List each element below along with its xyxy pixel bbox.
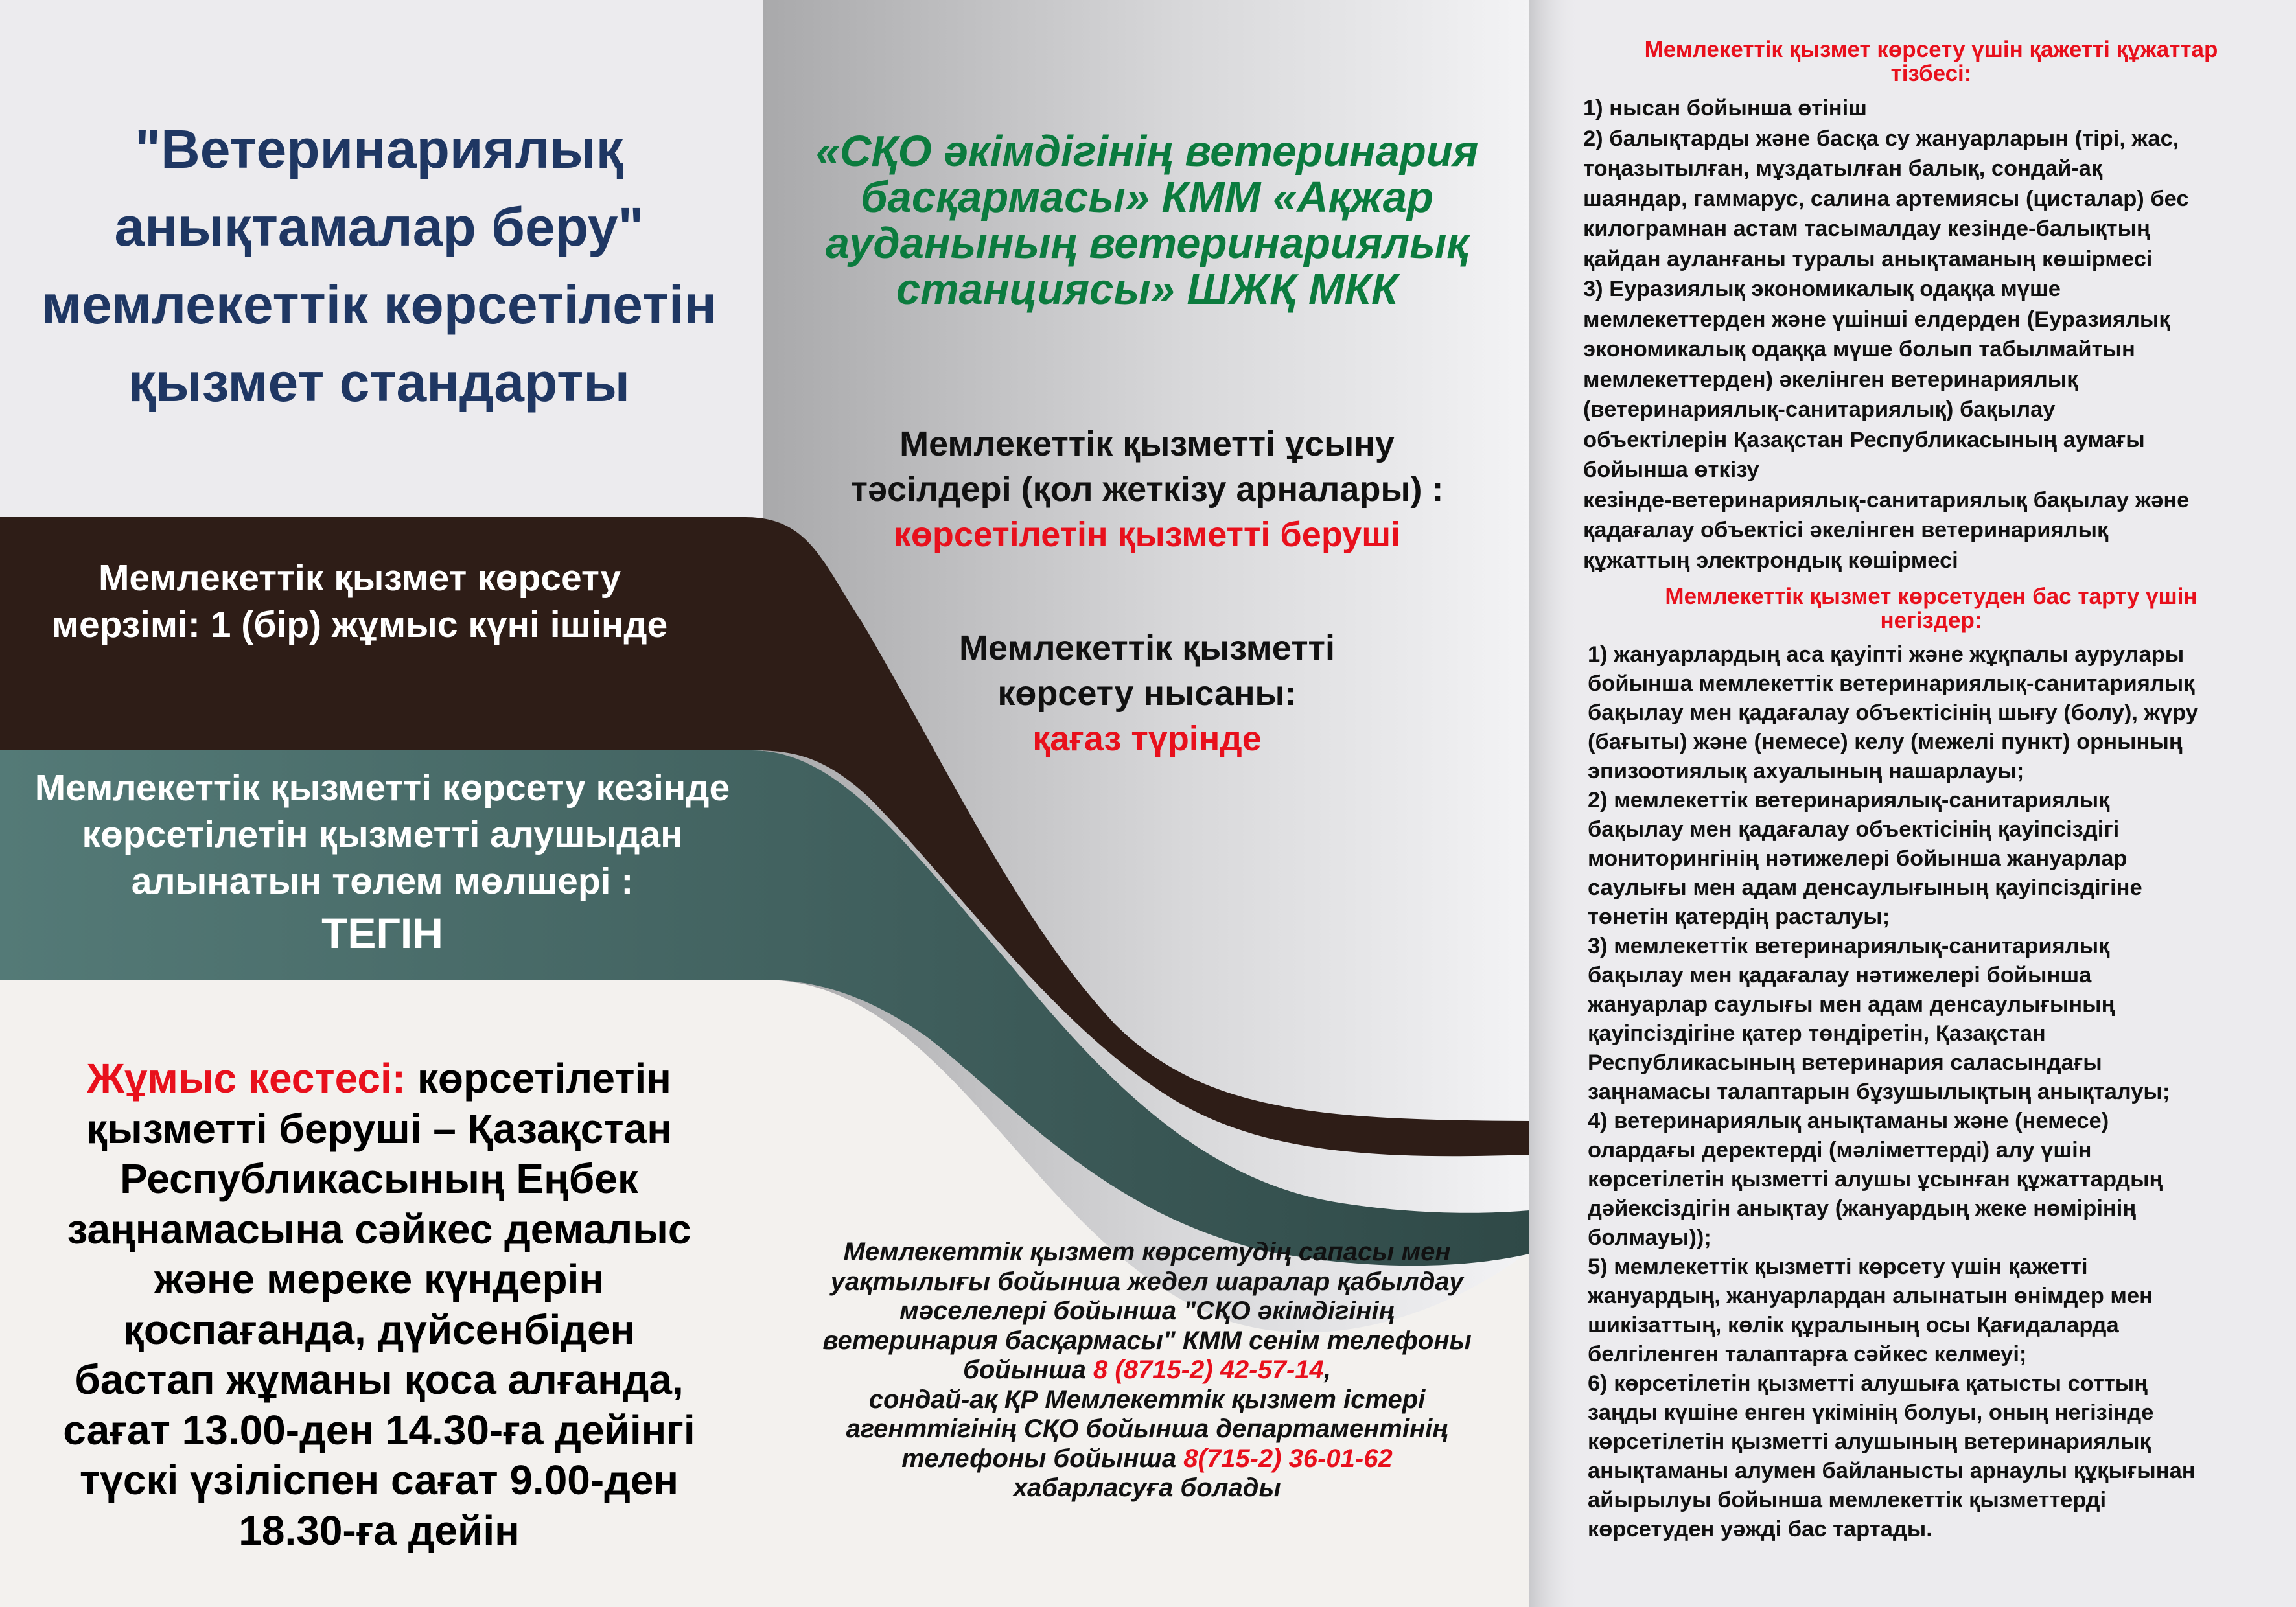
docs-line: 1) нысан бойынша өтініш: [1583, 96, 1867, 121]
docs-line: бойынша өткізу: [1583, 457, 1759, 482]
department-phone-number[interactable]: 8(715-2) 36-01-62: [1183, 1444, 1393, 1473]
schedule-line: түскі үзіліспен сағат 9.00-ден: [79, 1457, 679, 1503]
fee-value: ТЕГІН: [321, 909, 443, 957]
refusal-line: көрсетілетін қызметті алушы ұсынған құжаттардың: [1588, 1167, 2163, 1192]
schedule-first-text: көрсетілетін: [406, 1055, 671, 1102]
methods-line: Мемлекеттік қызметті ұсыну: [899, 424, 1395, 463]
schedule-line: бастап жұманы қоса алғанда,: [75, 1356, 684, 1403]
refusal-line: белгіленген талаптарға сәйкес келмеуі;: [1588, 1342, 2027, 1367]
docs-line: кезінде-ветеринариялық-санитариялық бақылау және: [1583, 487, 2190, 513]
fee-line: көрсетілетін қызметті алушыдан: [82, 814, 683, 855]
contact-line: мәселелері бойынша "СҚО әкімдігінің: [899, 1297, 1395, 1325]
contact-line: агенттігінің СҚО бойынша департаментінің: [846, 1415, 1448, 1443]
org-line: басқармасы» КММ «Ақжар: [861, 173, 1433, 222]
refusal-line: 3) мемлекеттік ветеринариялық-санитариялық: [1588, 934, 2110, 958]
refusal-line: бақылау мен қадағалау нәтижелері бойынша: [1588, 963, 2092, 988]
service-term: [0, 555, 719, 648]
refusal-line: қауіпсіздігіне қатер төндіретін, Қазақстан: [1588, 1021, 2046, 1046]
refusal-grounds-list: [1588, 640, 2291, 1544]
refusal-line: 4) ветеринариялық анықтаманы және (немесе): [1588, 1109, 2109, 1133]
refusal-line: 1) жануарлардың аса қауіпті және жұқпалы аурулары: [1588, 642, 2185, 667]
refusal-line: бақылау мен қадағалау объектісінің шығу (болу), жүру: [1588, 700, 2198, 725]
contact-info: [791, 1238, 1503, 1503]
schedule-line: сағат 13.00-ден 14.30-ға дейінгі: [63, 1406, 695, 1453]
title-line: қызмет стандарты: [128, 352, 631, 413]
contact-text: бойынша: [963, 1356, 1093, 1384]
docs-line: 2) балықтарды және басқа су жануарларын (тірі, жас,: [1583, 126, 2179, 151]
term-line: мерзімі: 1 (бір) жұмыс күні ішінде: [51, 604, 668, 645]
refusal-line: көрсетуден уәжді бас тартады.: [1588, 1517, 1932, 1542]
docs-line: (ветеринариялық-санитариялық) бақылау: [1583, 397, 2056, 422]
refusal-line: анықтаманы алумен байланысты арнаулы құқығынан: [1588, 1459, 2196, 1483]
trust-phone-number[interactable]: 8 (8715-2) 42-57-14: [1093, 1356, 1324, 1384]
schedule-line: заңнамасына сәйкес демалыс: [67, 1205, 691, 1253]
heading-line: Мемлекеттік қызмет көрсету үшін қажетті құжаттар: [1644, 37, 2218, 62]
form-line: Мемлекеттік қызметті: [959, 629, 1335, 667]
schedule-line: Республикасының Еңбек: [120, 1155, 638, 1202]
refusal-line: заңнамасы талаптарын бұзушылықтың анықталуы;: [1588, 1080, 2170, 1104]
refusal-line: шикізаттың, көлік құралының осы Қағидаларда: [1588, 1313, 2119, 1337]
form-line: көрсету нысаны:: [997, 674, 1297, 713]
org-line: «СҚО әкімдігінің ветеринария: [815, 127, 1479, 176]
contact-line: ветеринария басқармасы" КММ сенім телефоны: [822, 1326, 1472, 1355]
docs-line: килограмнан астам тасымалдау кезінде-балықтың: [1583, 216, 2150, 241]
title-line: анықтамалар беру": [114, 196, 644, 257]
contact-text: ,: [1323, 1356, 1331, 1384]
methods-line: тәсілдері (қол жеткізу арналары) :: [850, 470, 1444, 509]
service-fee: [0, 765, 765, 962]
docs-line: тоңазытылған, мұздатылған балық, сондай-ақ: [1583, 156, 2103, 181]
title-line: мемлекеттік көрсетілетін: [41, 274, 717, 335]
refusal-line: 2) мемлекеттік ветеринариялық-санитариялық: [1588, 788, 2110, 813]
refusal-line: дәйексіздігін анықтау (жануардың жеке нөмірінің: [1588, 1196, 2137, 1221]
schedule-line: 18.30-ға дейін: [238, 1507, 520, 1554]
refusal-line: бойынша мемлекеттік ветеринариялық-санитариялық: [1588, 671, 2195, 696]
schedule-line: қоспағанда, дүйсенбіден: [122, 1306, 636, 1353]
docs-line: объектілерін Қазақстан Республикасының аумағы: [1583, 427, 2145, 452]
refusal-line: төнетін қатердің расталуы;: [1588, 905, 1890, 929]
right-panel-shadow: [1529, 0, 1581, 1607]
docs-line: құжаттың электрондық көшірмесі: [1583, 548, 1958, 573]
contact-line: [791, 1356, 1503, 1385]
service-standard-title: [0, 110, 758, 421]
contact-line: сондай-ақ ҚР Мемлекеттік қызмет істері: [868, 1385, 1426, 1414]
refusal-line: жануарлар саулығы мен адам денсаулығының: [1588, 992, 2115, 1017]
work-schedule: [16, 1054, 742, 1556]
schedule-line: қызметті беруші – Қазақстан: [86, 1105, 672, 1152]
refusal-line: 6) көрсетілетін қызметті алушыға қатысты соттың: [1588, 1371, 2148, 1396]
refusal-line: бақылау мен қадағалау объектісінің қауіпсіздігі: [1588, 817, 2120, 842]
heading-line: Мемлекеттік қызмет көрсетуден бас тарту үшін: [1665, 584, 2197, 609]
refusal-line: (бағыты) және (немесе) келу (межелі пункт) орнының: [1588, 730, 2183, 754]
docs-line: 3) Еуразиялық экономикалық одаққа мүше: [1583, 277, 2061, 301]
schedule-label: Жұмыс кестесі:: [87, 1055, 406, 1102]
organization-name: [765, 128, 1529, 312]
refusal-grounds-heading: [1584, 584, 2278, 632]
refusal-line: айырылуы бойынша мемлекеттік қызметтерді: [1588, 1488, 2107, 1512]
heading-line: негіздер:: [1880, 608, 1982, 633]
org-line: станциясы» ШЖҚ МКК: [896, 265, 1398, 314]
refusal-line: Республикасының ветеринария саласындағы: [1588, 1050, 2102, 1075]
service-delivery-methods: [765, 421, 1529, 557]
refusal-line: болмауы));: [1588, 1225, 1711, 1250]
org-line: ауданының ветеринариялық: [825, 219, 1469, 268]
docs-line: экономикалық одаққа мүше болып табылмайтын: [1583, 337, 2135, 362]
refusal-line: саулығы мен адам денсаулығының қауіпсіздігіне: [1588, 875, 2142, 900]
refusal-line: 5) мемлекеттік қызметті көрсету үшін қажетті: [1588, 1254, 2088, 1279]
term-line: Мемлекеттік қызмет көрсету: [98, 557, 621, 599]
refusal-line: мониторингінің нәтижелері бойынша жануарлар: [1588, 846, 2128, 871]
fee-line: алынатын төлем мөлшері :: [131, 861, 634, 902]
refusal-line: заңды күшіне енген үкімінің болуы, оның негізінде: [1588, 1400, 2154, 1425]
refusal-line: олардағы деректерді (мәліметтерді) алу үшін: [1588, 1138, 2092, 1162]
contact-line: хабарласуға болады: [1013, 1474, 1281, 1502]
schedule-line: және мереке күндерін: [154, 1256, 605, 1302]
contact-text: телефоны бойынша: [901, 1444, 1184, 1473]
refusal-line: эпизоотиялық ахуалының нашарлауы;: [1588, 759, 2024, 783]
fee-line: Мемлекеттік қызметті көрсету кезінде: [34, 767, 730, 809]
docs-line: қайдан ауланғаны туралы анықтаманың көшірмесі: [1583, 246, 2153, 272]
service-form: [765, 625, 1529, 761]
title-line: "Ветеринариялық: [135, 119, 623, 179]
docs-line: қадағалау объектісі әкелінген ветеринариялық: [1583, 518, 2109, 542]
docs-line: мемлекеттерден және үшінші елдерден (Еуразиялық: [1583, 306, 2170, 332]
docs-line: мемлекеттерден) әкелінген ветеринариялық: [1583, 367, 2078, 392]
required-documents-list: [1583, 93, 2290, 575]
refusal-line: көрсетілетін қызметті алушының ветеринариялық: [1588, 1429, 2151, 1454]
contact-line: Мемлекеттік қызмет көрсетудің сапасы мен: [843, 1238, 1451, 1266]
methods-value: көрсетілетін қызметті беруші: [893, 515, 1401, 554]
form-value: қағаз түрінде: [1032, 719, 1262, 758]
required-documents-heading: [1584, 38, 2278, 86]
refusal-line: жануардың, жануарлардан алынатын өнімдер мен: [1588, 1284, 2153, 1308]
contact-line: уақтылығы бойынша жедел шаралар қабылдау: [830, 1267, 1464, 1296]
docs-line: шаяндар, гаммарус, салина артемиясы (цисталар) бес: [1583, 186, 2189, 211]
contact-line: [791, 1444, 1503, 1474]
schedule-first-line: [16, 1054, 742, 1104]
heading-line: тізбесі:: [1890, 61, 1972, 86]
